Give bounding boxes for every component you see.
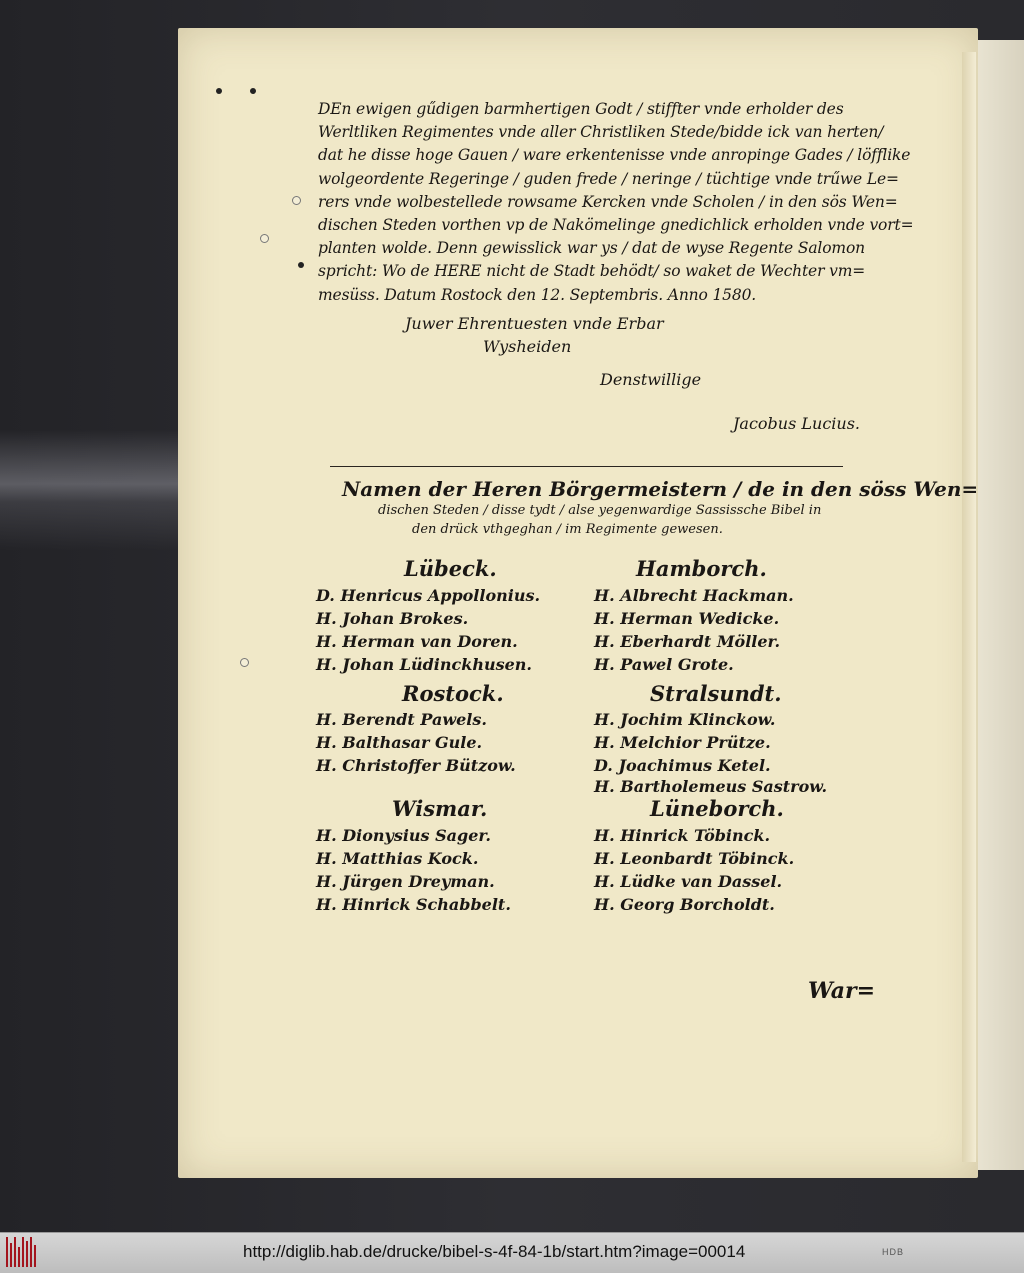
person-name: H. Georg Borcholdt.	[594, 895, 775, 914]
paragraph-line: Werltliken Regimentes vnde aller Christliken Stede/bidde ick van herten/	[318, 123, 884, 142]
page-url-link[interactable]: http://diglib.hab.de/drucke/bibel-s-4f-84-1b/start.htm?image=00014	[243, 1242, 746, 1261]
dedication-paragraph	[318, 98, 913, 307]
city-heading-hamborch: Hamborch.	[636, 556, 767, 581]
list-heading: Namen der Heren Börgermeistern / de in den söss Wen=	[342, 477, 979, 501]
paragraph-line: dat he disse hoge Gauen / ware erkentenisse vnde anropinge Gades / löfflike	[318, 146, 911, 165]
closing-salutation	[405, 312, 664, 358]
salutation-line: Wysheiden	[483, 337, 572, 356]
catchword: War=	[808, 978, 876, 1004]
binding-shadow	[0, 430, 200, 550]
person-name: H. Hinrick Töbinck.	[594, 826, 771, 845]
person-name: H. Leonbardt Töbinck.	[594, 849, 795, 868]
person-name: D. Henricus Appollonius.	[316, 586, 541, 605]
hab-logo-icon[interactable]	[6, 1237, 40, 1267]
list-subheading: dischen Steden / disse tydt / alse yegenwardige Sassissche Bibel in	[378, 503, 822, 518]
person-name: H. Johan Lüdinckhusen.	[316, 655, 532, 674]
city-heading-wismar: Wismar.	[392, 796, 488, 821]
person-name: H. Melchior Prütze.	[594, 733, 771, 752]
person-name: H. Herman van Doren.	[316, 632, 518, 651]
person-name: H. Pawel Grote.	[594, 655, 734, 674]
person-name: H. Albrecht Hackman.	[594, 586, 794, 605]
salutation-line: Juwer Ehrentuesten vnde Erbar	[405, 314, 664, 333]
paragraph-line: wolgeordente Regeringe / guden frede / neringe / tüchtige vnde trűwe Le=	[318, 169, 899, 188]
ink-dot	[250, 88, 256, 94]
person-name: H. Lüdke van Dassel.	[594, 872, 783, 891]
servant-line: Denstwillige	[600, 370, 702, 389]
person-name: H. Eberhardt Möller.	[594, 632, 781, 651]
paragraph-line: DEn ewigen gűdigen barmhertigen Godt / stiffter vnde erholder des	[318, 100, 844, 118]
city-heading-lueneborch: Lüneborch.	[650, 796, 784, 821]
paragraph-line: mesüss. Datum Rostock den 12. Septembris. Anno 1580.	[318, 285, 757, 304]
paper-hole	[260, 234, 269, 243]
page-edge	[962, 52, 976, 1162]
person-name: H. Dionysius Sager.	[316, 826, 491, 845]
paragraph-line: dischen Steden vorthen vp de Nakömelinge gnedichlick erholden vnde vort=	[318, 216, 914, 235]
person-name: H. Hinrick Schabbelt.	[316, 895, 511, 914]
paper-hole	[240, 658, 249, 667]
city-heading-luebeck: Lübeck.	[404, 556, 497, 581]
ink-dot	[298, 262, 304, 268]
ink-dot	[216, 88, 222, 94]
person-name: H. Berendt Pawels.	[316, 710, 487, 729]
person-name: H. Johan Brokes.	[316, 609, 469, 628]
person-name: H. Matthias Kock.	[316, 849, 479, 868]
person-name: H. Jochim Klinckow.	[594, 710, 776, 729]
footer-code: HDB	[882, 1247, 905, 1257]
person-name: H. Balthasar Gule.	[316, 733, 483, 752]
paragraph-line: planten wolde. Denn gewisslick war ys / dat de wyse Regente Salomon	[318, 239, 865, 258]
person-name: H. Jürgen Dreyman.	[316, 872, 495, 891]
paper-hole	[292, 196, 301, 205]
list-subheading: den drück vthgeghan / im Regimente gewesen.	[412, 522, 723, 537]
paragraph-line: rers vnde wolbestellede rowsame Kercken vnde Scholen / in den sös Wen=	[318, 192, 898, 211]
person-name: H. Herman Wedicke.	[594, 609, 780, 628]
person-name: H. Christoffer Bützow.	[316, 756, 516, 775]
person-name: D. Joachimus Ketel.	[594, 756, 771, 775]
city-heading-stralsundt: Stralsundt.	[650, 681, 782, 706]
city-heading-rostock: Rostock.	[402, 681, 504, 706]
person-name: H. Bartholemeus Sastrow.	[594, 777, 828, 796]
paragraph-line: spricht: Wo de HERE nicht de Stadt behödt/ so waket de Wechter vm=	[318, 262, 866, 281]
divider-rule	[330, 466, 843, 467]
author-signature: Jacobus Lucius.	[733, 414, 860, 433]
